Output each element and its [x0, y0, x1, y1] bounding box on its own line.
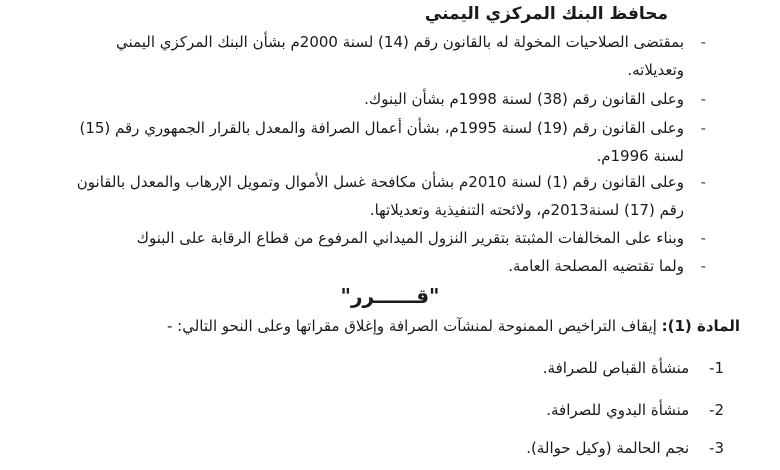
- article-label: المادة (1):: [661, 317, 740, 335]
- list-number: -3: [709, 439, 724, 457]
- preamble-item-4: [64, 168, 706, 224]
- bullet-dash: -: [700, 33, 706, 51]
- preamble-text: وبناء على المخالفات المثبتة بتقرير النزول الميداني المرفوع من قطاع الرقابة على البنوك: [136, 229, 684, 247]
- list-number: -1: [709, 359, 724, 377]
- list-item: [526, 436, 724, 460]
- preamble-text: ولما تقتضيه المصلحة العامة.: [508, 257, 684, 275]
- list-text: منشأة القباص للصرافة.: [542, 359, 690, 377]
- article-1: [167, 314, 740, 338]
- list-text: منشأة البدوي للصرافة.: [546, 401, 690, 419]
- preamble-item-5: [64, 224, 706, 252]
- article-text: إيقاف التراخيص الممنوحة لمنشآت الصرافة وإغلاق مقراتها وعلى النحو التالي: -: [167, 317, 662, 335]
- bullet-dash: -: [700, 229, 706, 247]
- bullet-dash: -: [700, 119, 706, 137]
- preamble-text: وعلى القانون رقم (38) لسنة 1998م بشأن البنوك.: [364, 90, 684, 108]
- preamble-text: وعلى القانون رقم (1) لسنة 2010م بشأن مكافحة غسل الأموال وتمويل الإرهاب والمعدل بالقانون رقم (17) لسنة2013م، ولائحته التنفيذية وتعديلاتها.: [76, 173, 684, 219]
- preamble-item-1: [64, 28, 706, 84]
- preamble-item-2: [64, 85, 706, 113]
- list-text: نجم الحالمة (وكيل حوالة).: [526, 439, 690, 457]
- bullet-dash: -: [700, 173, 706, 191]
- document-title: محافظ البنك المركزي اليمني: [424, 4, 668, 24]
- preamble-item-6: [64, 252, 706, 280]
- bullet-dash: -: [700, 257, 706, 275]
- list-item: [543, 356, 724, 380]
- preamble-text: بمقتضى الصلاحيات المخولة له بالقانون رقم (14) لسنة 2000م بشأن البنك المركزي اليمني وتعديلاته.: [116, 33, 684, 79]
- preamble-text: وعلى القانون رقم (19) لسنة 1995م، بشأن أعمال الصرافة والمعدل بالقرار الجمهوري رقم (15) لسنة 1996م.: [79, 119, 684, 165]
- list-number: -2: [709, 401, 724, 419]
- list-item: [546, 398, 724, 422]
- decree-heading: "قــــــرر": [340, 284, 440, 308]
- preamble-item-3: [64, 114, 706, 170]
- bullet-dash: -: [700, 90, 706, 108]
